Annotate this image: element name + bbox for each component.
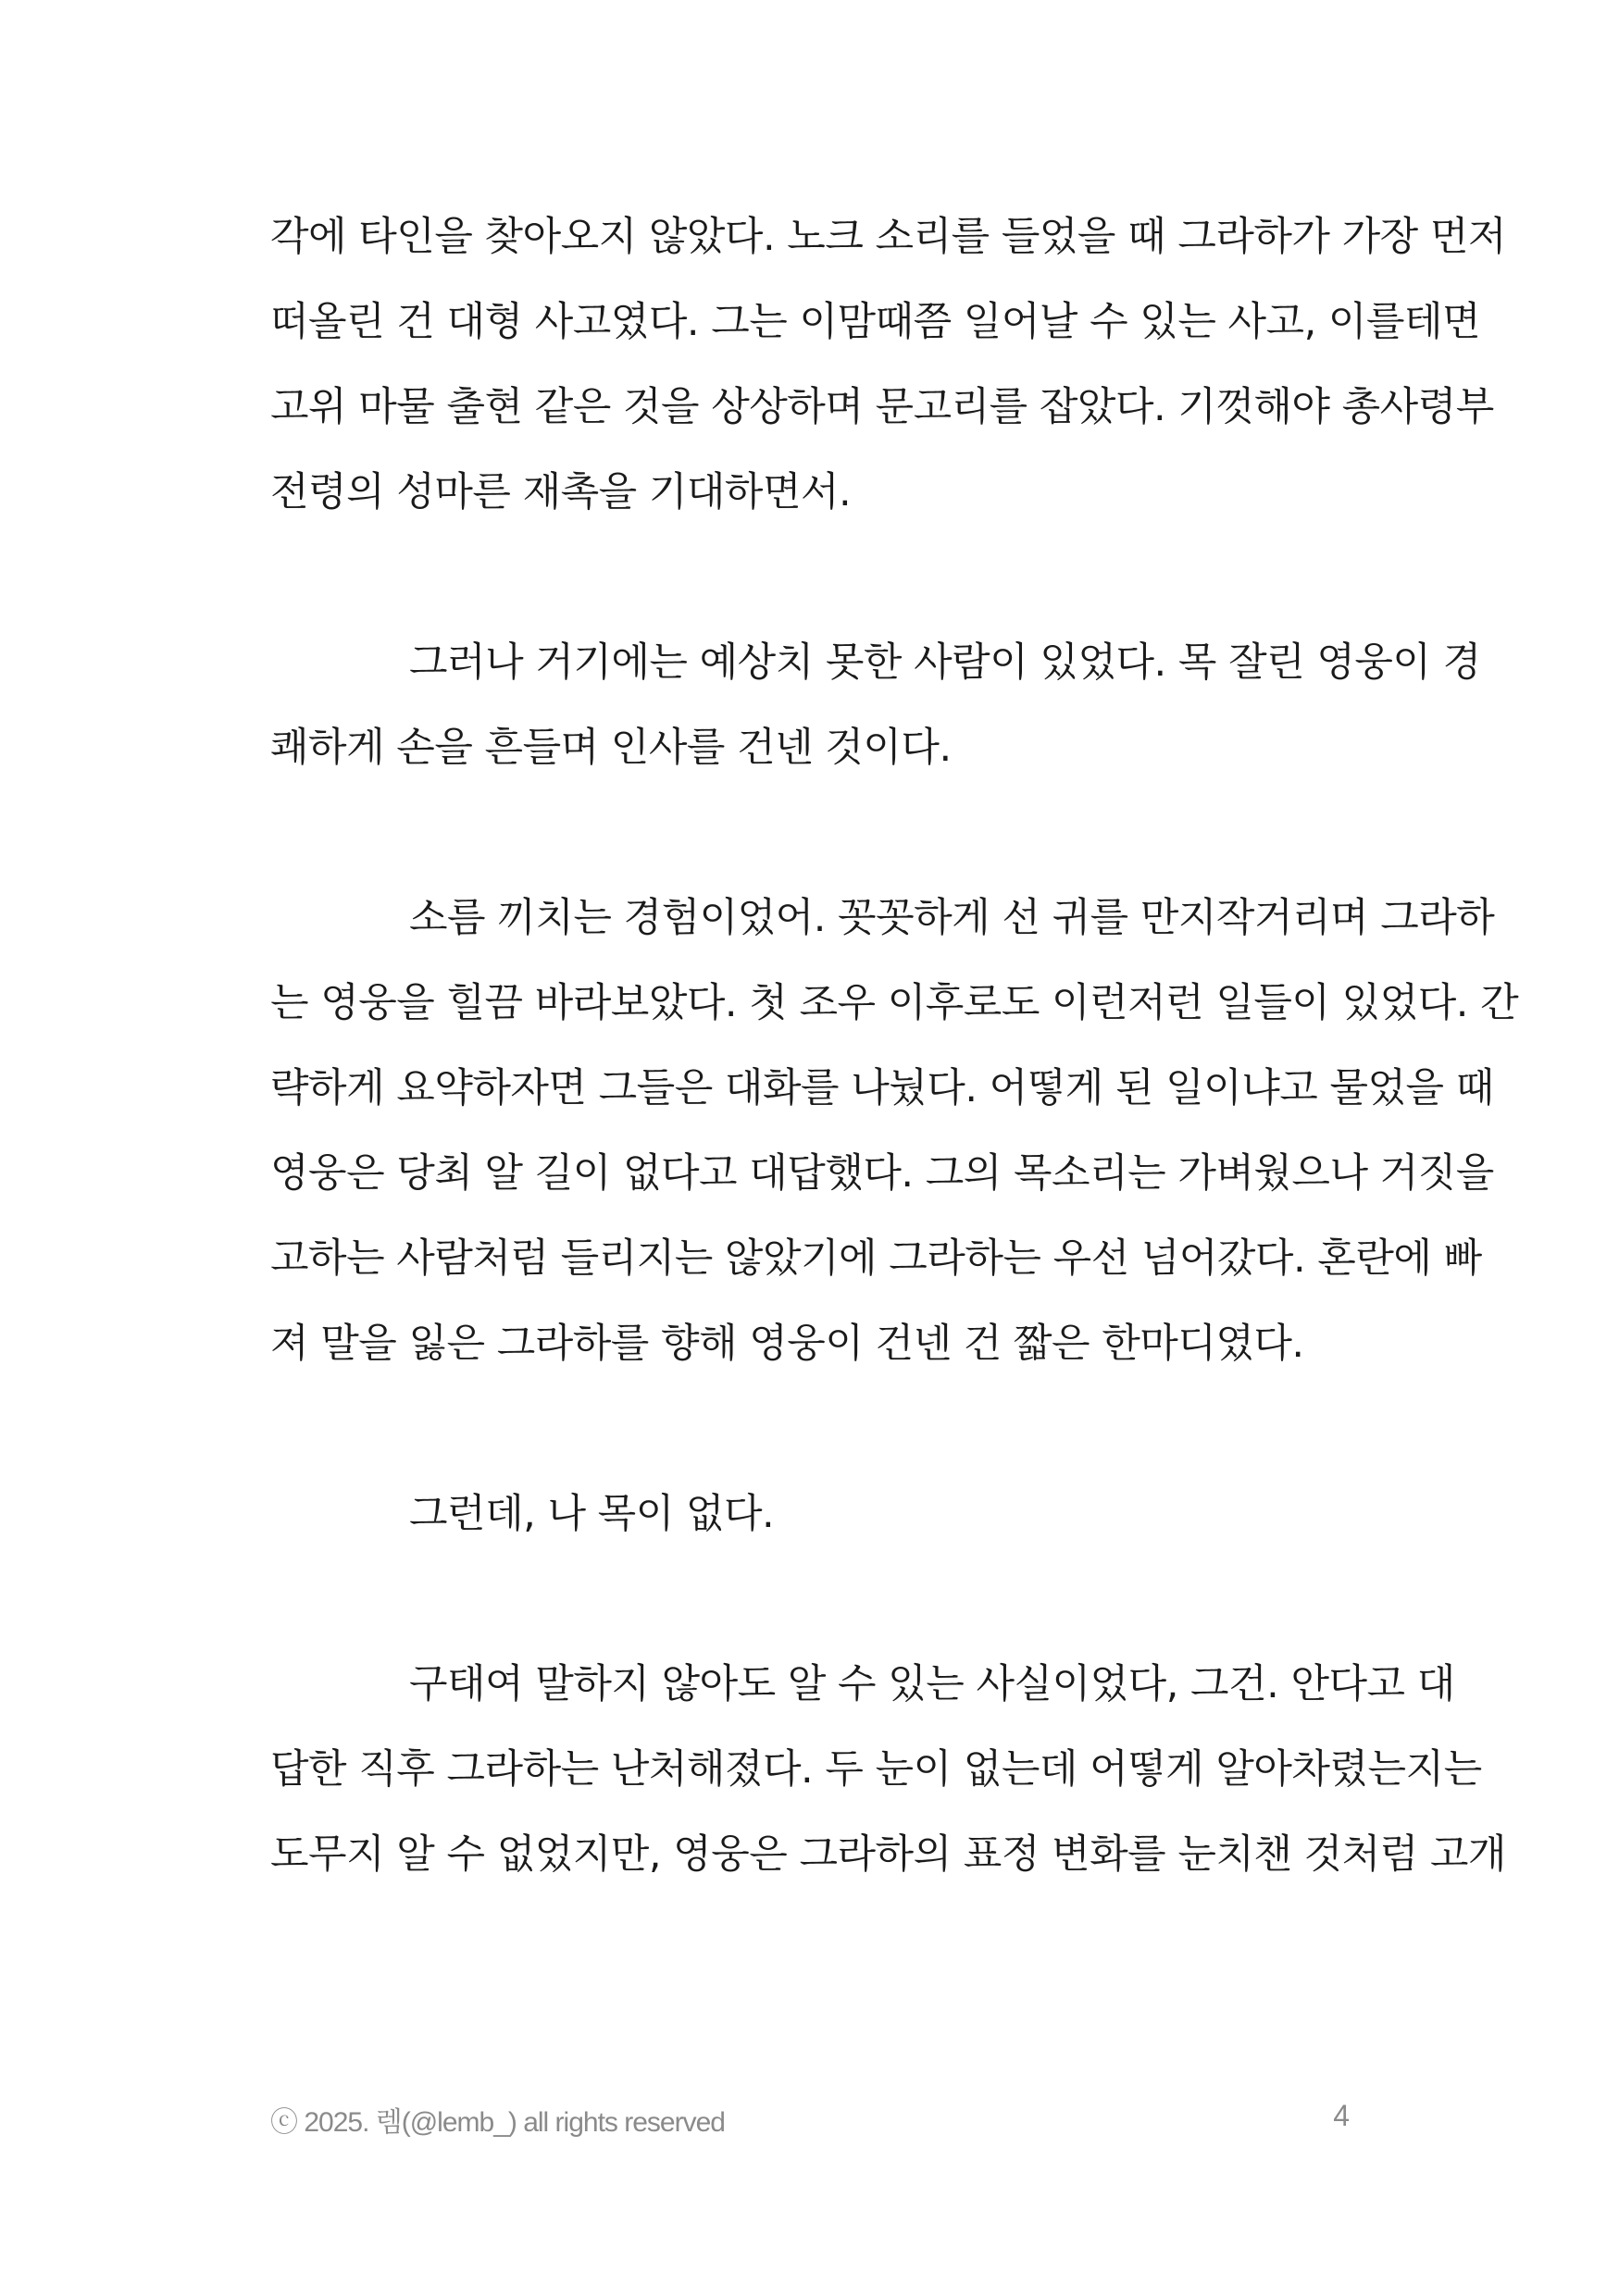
paragraph-gap (270, 794, 1350, 879)
text-line: 그런데, 나 목이 없다. (409, 1491, 775, 1537)
text-line: 그러나 거기에는 예상치 못한 사람이 있었다. 목 잘린 영웅이 경 (409, 639, 1481, 686)
text-line: 답한 직후 그라하는 난처해졌다. 두 눈이 없는데 어떻게 알아차렸는지는 (270, 1746, 1482, 1793)
paragraph (270, 198, 1506, 539)
text-line: 고위 마물 출현 같은 것을 상상하며 문고리를 잡았다. 기껏해야 총사령부 (270, 384, 1494, 430)
body-text (270, 198, 1519, 1901)
text-line: 각에 타인을 찾아오지 않았다. 노크 소리를 들었을 때 그라하가 가장 먼저 (270, 214, 1506, 260)
paragraph (270, 1475, 1350, 1560)
page-number: 4 (1333, 2099, 1350, 2132)
text-line: 전령의 성마른 재촉을 기대하면서. (270, 469, 852, 515)
text-line: 구태여 말하지 않아도 알 수 있는 사실이었다, 그건. 안다고 대 (409, 1661, 1455, 1707)
paragraph-gap (270, 1390, 1350, 1475)
text-line: 는 영웅을 힐끔 바라보았다. 첫 조우 이후로도 이런저런 일들이 있었다. 간 (270, 980, 1519, 1026)
text-line: 떠올린 건 대형 사고였다. 그는 이맘때쯤 일어날 수 있는 사고, 이를테면 (270, 299, 1481, 345)
paragraph (270, 879, 1519, 1390)
text-line: 고하는 사람처럼 들리지는 않았기에 그라하는 우선 넘어갔다. 혼란에 빠 (270, 1235, 1482, 1282)
copyright-notice: ⓒ 2025. 렘(@lemb_) all rights reserved (270, 2107, 725, 2138)
text-line: 쾌하게 손을 흔들며 인사를 건넨 것이다. (270, 725, 952, 771)
text-line: 략하게 요약하자면 그들은 대화를 나눴다. 어떻게 된 일이냐고 물었을 때 (270, 1065, 1494, 1111)
text-line: 영웅은 당최 알 길이 없다고 대답했다. 그의 목소리는 가벼웠으나 거짓을 (270, 1150, 1494, 1197)
text-line: 소름 끼치는 경험이었어. 꼿꼿하게 선 귀를 만지작거리며 그라하 (409, 895, 1495, 941)
paragraph-gap (270, 539, 1350, 624)
paragraph (270, 624, 1481, 794)
paragraph (270, 1645, 1506, 1901)
text-line: 도무지 알 수 없었지만, 영웅은 그라하의 표정 변화를 눈치챈 것처럼 고개 (270, 1831, 1506, 1878)
paragraph-gap (270, 1560, 1350, 1645)
text-line: 져 말을 잃은 그라하를 향해 영웅이 건넨 건 짧은 한마디였다. (270, 1321, 1304, 1367)
